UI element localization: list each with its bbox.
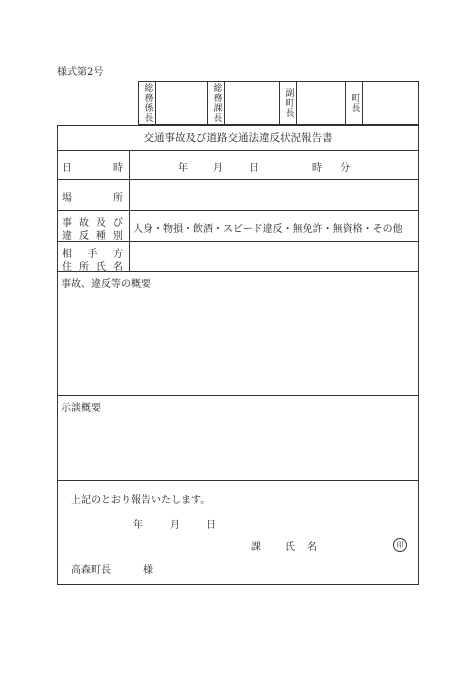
place-label-char-1: 場: [62, 193, 72, 204]
approval-box-deputy-mayor[interactable]: [297, 82, 346, 124]
seal-mark: 印: [393, 538, 407, 552]
approval-box-section-chief[interactable]: [156, 82, 208, 124]
reporter-section: 課: [251, 542, 261, 553]
datetime-label-cell: [58, 151, 130, 179]
approval-label-deputy-mayor: 副町長: [280, 82, 297, 124]
datetime-minute: 分: [340, 163, 350, 174]
settlement-label: 示談概要: [61, 403, 101, 414]
datetime-year: 年: [178, 163, 188, 174]
violation-type-field[interactable]: [130, 211, 418, 241]
addressee-honorific: 様: [143, 565, 153, 576]
report-year: 年: [133, 520, 143, 531]
datetime-label-char-time: 時: [113, 163, 123, 174]
datetime-row: [58, 151, 418, 180]
report-form: [57, 125, 419, 585]
settlement-section[interactable]: [58, 396, 418, 481]
violation-type-label-cell: [58, 211, 130, 241]
violation-type-options: 人身・物損・飲酒・スピード違反・無免許・無資格・その他: [133, 224, 403, 235]
violation-type-label-line1: 事 故 及 び: [62, 218, 123, 229]
form-number-label: 様式第2号: [57, 67, 104, 78]
place-row: [58, 180, 418, 211]
approval-label-section-chief: 総務係長: [139, 82, 156, 124]
form-title: 交通事故及び道路交通法違反状況報告書: [58, 126, 418, 151]
violation-type-row: [58, 211, 418, 242]
other-party-label-line2: 住 所 氏 名: [62, 262, 123, 273]
addressee: 高森町長: [71, 565, 111, 576]
violation-type-label-line2: 違 反 種 別: [62, 231, 123, 242]
approval-label-division-chief: 総務課長: [208, 82, 225, 124]
other-party-field[interactable]: [130, 242, 418, 271]
approval-stamp-row: [138, 81, 419, 125]
datetime-day: 日: [249, 163, 259, 174]
place-label: [62, 189, 123, 204]
report-day: 日: [206, 520, 216, 531]
reporter-name-label: 氏名: [285, 542, 329, 553]
summary-label: 事故、違反等の概要: [61, 279, 151, 290]
report-statement: 上記のとおり報告いたします。: [71, 495, 211, 506]
place-label-char-2: 所: [113, 193, 123, 204]
approval-box-mayor[interactable]: [363, 82, 411, 124]
report-month: 月: [170, 520, 180, 531]
place-label-cell: [58, 180, 130, 210]
approval-box-division-chief[interactable]: [225, 82, 280, 124]
approval-label-mayor: 町長: [346, 82, 363, 124]
datetime-label-char-day: 日: [62, 163, 72, 174]
other-party-label-cell: [58, 242, 130, 271]
datetime-label: [62, 159, 123, 174]
datetime-month: 月: [213, 163, 223, 174]
other-party-label-line1: 相 手 方: [62, 249, 123, 260]
datetime-hour: 時: [312, 163, 322, 174]
report-footer: [58, 481, 418, 584]
place-field[interactable]: [130, 180, 418, 210]
datetime-field[interactable]: [130, 151, 418, 179]
summary-section[interactable]: [58, 272, 418, 396]
other-party-row: [58, 242, 418, 272]
